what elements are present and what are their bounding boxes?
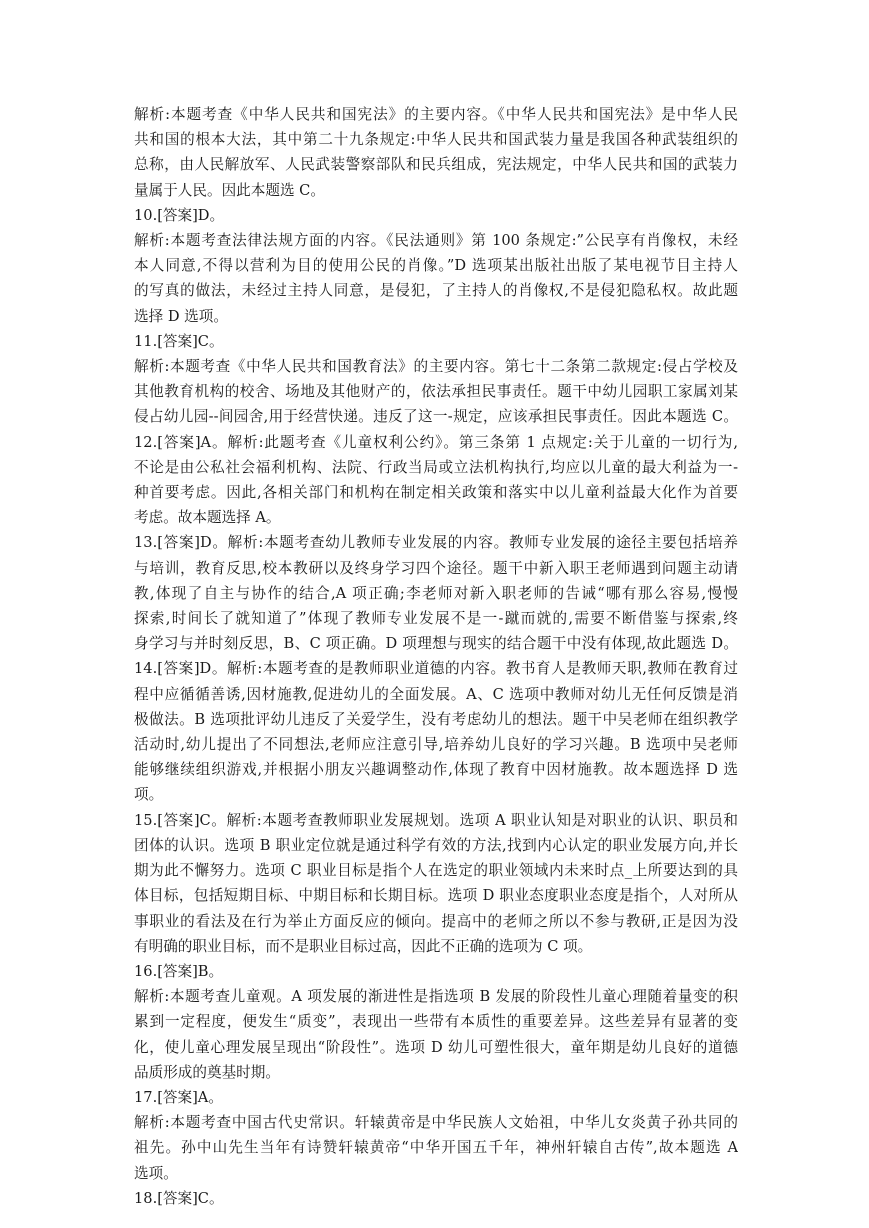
text-line: 身学习与并时刻反思，B、C 项正确。D 项理想与现实的结合题干中没有体现,故此题选 D。 xyxy=(134,635,738,653)
text-line: 解析:本题考查儿童观。A 项发展的渐进性是指选项 B 发展的阶段性儿童心理随着量变的积 xyxy=(134,988,738,1006)
text-line: 教,体现了自主与协作的结合,A 项正确;李老师对新入职老师的告诫“哪有那么容易,慢慢 xyxy=(134,584,738,602)
text-line: 不论是由公私社会福利机构、法院、行政当局或立法机构执行,均应以儿童的最大利益为一- xyxy=(134,458,738,476)
text-line: 14.[答案]D。解析:本题考查的是教师职业道德的内容。教书育人是教师天职,教师在教育过 xyxy=(134,660,738,678)
text-line: 18.[答案]C。 xyxy=(134,1189,224,1207)
text-line: 的写真的做法，未经过主持人同意，是侵犯，了主持人的肖像权,不是侵犯隐私权。故此题 xyxy=(134,282,738,300)
text-line: 活动时,幼儿提出了不同想法,老师应注意引导,培养幼儿良好的学习兴趣。B 选项中吴老师 xyxy=(134,736,738,754)
text-line: 解析:本题考查《中华人民共和国教育法》的主要内容。第七十二条第二款规定:侵占学校及 xyxy=(134,358,738,376)
text-line: 15.[答案]C。解析:本题考查教师职业发展规划。选项 A 职业认知是对职业的认识、职员和 xyxy=(134,811,738,829)
text-line: 团体的认识。选项 B 职业定位就是通过科学有效的方法,找到内心认定的职业发展方向,并长 xyxy=(134,836,738,854)
text-line: 探索,时间长了就知道了”体现了教师专业发展不是一-蹴而就的,需要不断借鉴与探索,终 xyxy=(134,610,738,628)
text-line: 17.[答案]A。 xyxy=(134,1088,223,1106)
text-line: 10.[答案]D。 xyxy=(134,206,225,224)
text-line: 解析:本题考查《中华人民共和国宪法》的主要内容。《中华人民共和国宪法》是中华人民 xyxy=(134,106,738,123)
text-line: 项。 xyxy=(134,786,164,804)
document-page xyxy=(134,102,738,1211)
text-line: 共和国的根本大法，其中第二十九条规定:中华人民共和国武装力量是我国各种武装组织的 xyxy=(134,131,738,149)
text-line: 解析:本题考查法律法规方面的内容。《民法通则》第 100 条规定:”公民享有肖像权，未经 xyxy=(134,232,738,250)
text-line: 累到一定程度，便发生“质变”，表现出一些带有本质性的重要差异。这些差异有显著的变 xyxy=(134,1013,738,1031)
text-line: 品质形成的奠基时期。 xyxy=(134,1063,280,1081)
text-line: 11.[答案]C。 xyxy=(134,332,224,350)
text-line: 程中应循循善诱,因材施教,促进幼儿的全面发展。A、C 选项中教师对幼儿无任何反馈是消 xyxy=(134,685,738,703)
text-line: 与培训，教育反思,校本教研以及终身学习四个途径。题干中新入职王老师遇到问题主动请 xyxy=(134,559,738,577)
text-line: 侵占幼儿园--间园舍,用于经营快递。违反了这一-规定，应该承担民事责任。因此本题选 C。 xyxy=(134,408,738,426)
text-line: 极做法。B 选项批评幼儿违反了关爱学生，没有考虑幼儿的想法。题干中吴老师在组织教学 xyxy=(134,710,738,728)
text-line: 体目标，包括短期目标、中期目标和长期目标。选项 D 职业态度职业态度是指个，人对所从 xyxy=(134,887,738,905)
text-line: 祖先。孙中山先生当年有诗赞轩辕黄帝“中华开国五千年，神州轩辕自古传”,故本题选 A xyxy=(134,1139,738,1157)
text-line: 事职业的看法及在行为举止方面反应的倾向。提高中的老师之所以不参与教研,正是因为没 xyxy=(134,912,738,930)
text-line: 13.[答案]D。解析:本题考查幼儿教师专业发展的内容。教师专业发展的途径主要包括培养 xyxy=(134,534,738,552)
text-line: 能够继续组织游戏,并根据小朋友兴趣调整动作,体现了教育中因材施教。故本题选择 D 选 xyxy=(134,761,738,779)
text-line: 有明确的职业目标，而不是职业目标过高，因此不正确的选项为 C 项。 xyxy=(134,937,593,955)
text-line: 种首要考虑。因此,各相关部门和机构在制定相关政策和落实中以儿童利益最大化作为首要 xyxy=(134,484,738,502)
text-line: 总称，由人民解放军、人民武装警察部队和民兵组成，宪法规定，中华人民共和国的武装力 xyxy=(134,156,738,174)
text-line: 期为此不懈努力。选项 C 职业目标是指个人在选定的职业领域内未来时点_上所要达到的具 xyxy=(134,862,738,880)
text-line: 本人同意,不得以营利为目的使用公民的肖像。”D 选项某出版社出版了某电视节目主持人 xyxy=(134,257,738,275)
text-line: 考虑。故本题选择 A。 xyxy=(134,509,281,527)
text-line: 量属于人民。因此本题选 C。 xyxy=(134,181,325,199)
text-line: 12.[答案]A。解析:此题考查《儿童权利公约》。第三条第 1 点规定:关于儿童的一切行为, xyxy=(134,433,738,451)
text-line: 选项。 xyxy=(134,1164,178,1182)
text-line: 化，使儿童心理发展呈现出“阶段性”。选项 D 幼儿可塑性很大，童年期是幼儿良好的道德 xyxy=(134,1038,738,1056)
text-line: 16.[答案]B。 xyxy=(134,962,224,980)
text-line: 其他教育机构的校舍、场地及其他财产的，依法承担民事责任。题干中幼儿园职工家属刘某 xyxy=(134,383,738,401)
text-line: 解析:本题考查中国古代史常识。轩辕黄帝是中华民族人文始祖，中华儿女炎黄子孙共同的 xyxy=(134,1114,738,1132)
text-line: 选择 D 选项。 xyxy=(134,307,228,325)
